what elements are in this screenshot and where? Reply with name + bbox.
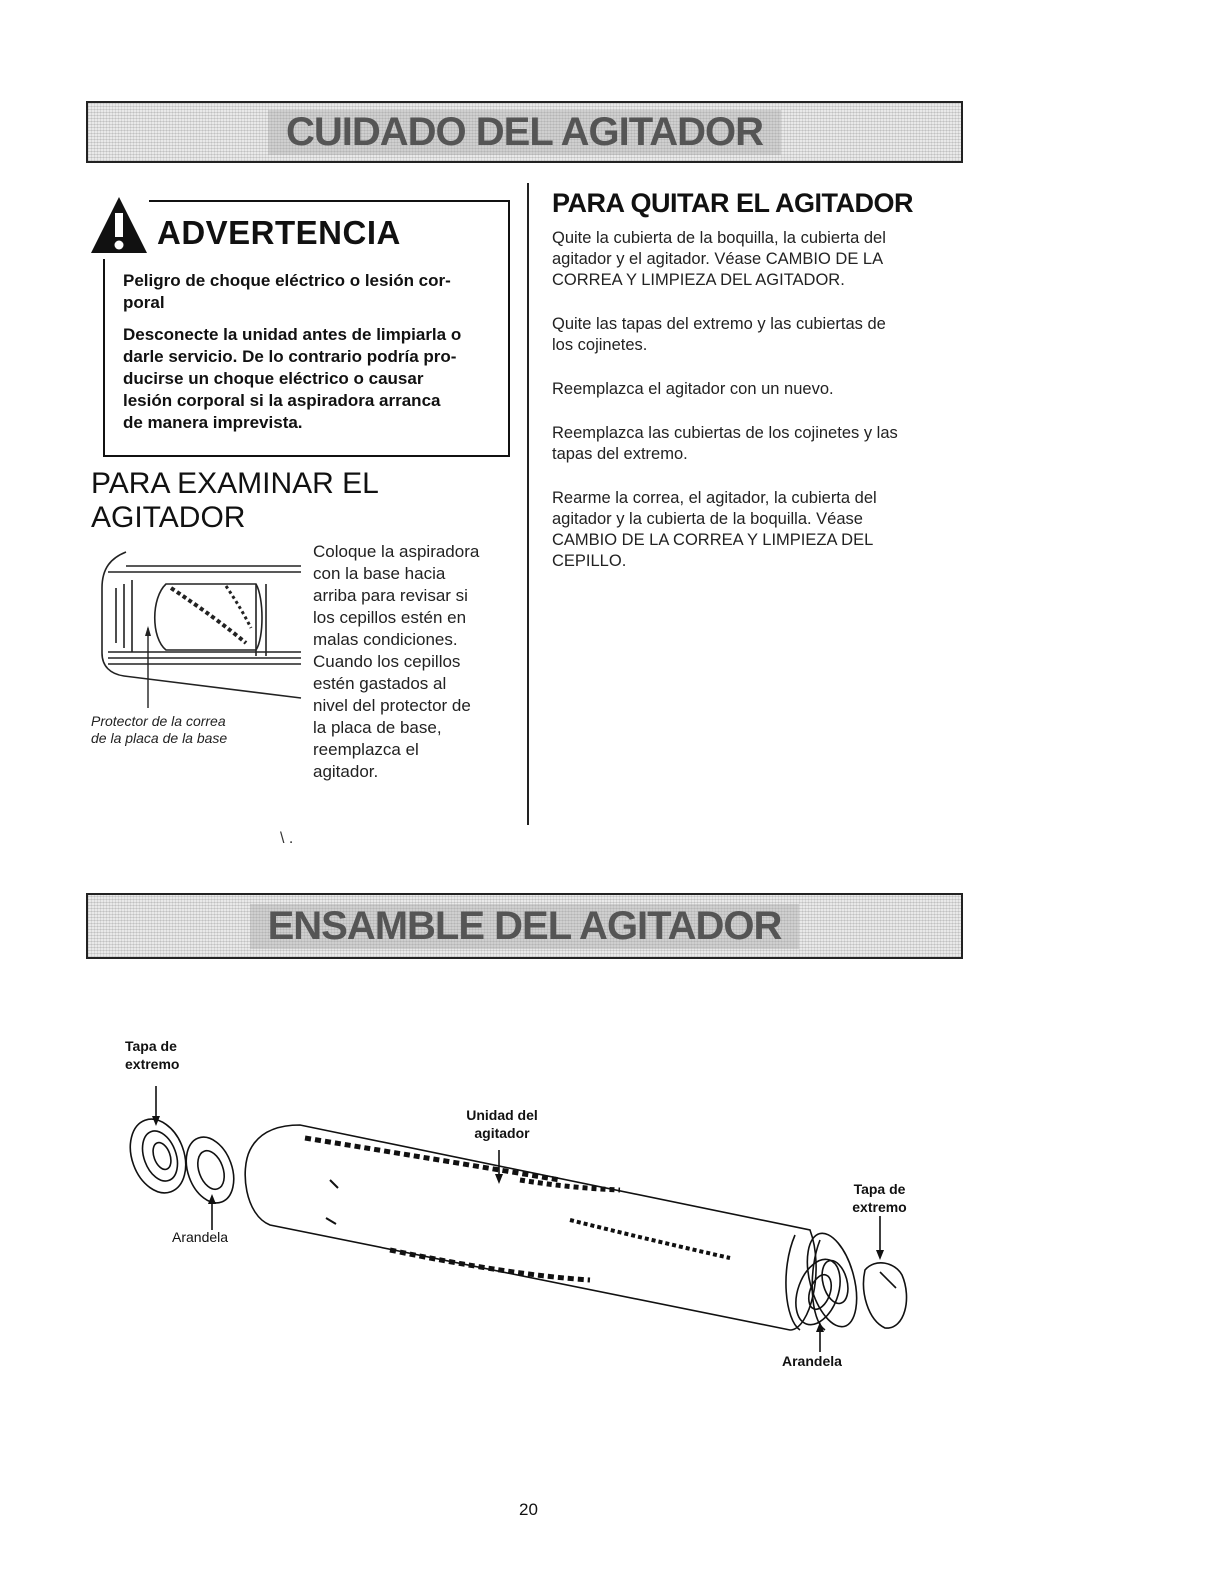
label-washer-left: Arandela xyxy=(172,1229,229,1245)
section-banner-care xyxy=(86,101,963,163)
banner-title: ENSAMBLE DEL AGITADOR xyxy=(250,904,800,949)
agitator-inspection-illustration xyxy=(96,548,306,708)
section-banner-assembly xyxy=(86,893,963,959)
label-washer-right: Arandela xyxy=(782,1353,842,1369)
agitator-assembly-illustration xyxy=(90,1030,960,1380)
remove-step: Quite la cubierta de la boquilla, la cubierta del agitador y el agitador. Véase CAMBIO DE LA CORREA Y LIMPIEZA DEL AGITADOR. xyxy=(552,229,886,289)
figure-caption-belt-guard: Protector de la correa de la placa de la base xyxy=(91,713,228,746)
banner-title: CUIDADO DEL AGITADOR xyxy=(268,110,781,155)
label-agitator-unit: Unidad del agitador xyxy=(466,1107,538,1141)
warning-instruction: Desconecte la unidad antes de limpiarla o darle servicio. De lo contrario podría pro- ducirse un choque eléctrico o causar lesión corporal si la aspiradora arranca de manera imprevista. xyxy=(123,325,462,432)
column-divider xyxy=(527,183,529,825)
remove-step: Rearme la correa, el agitador, la cubierta del agitador y la cubierta de la boquilla. Véase CAMBIO DE LA CORREA Y LIMPIEZA DEL CEPILLO. xyxy=(552,489,877,570)
page-number: 20 xyxy=(519,1500,538,1519)
remove-steps xyxy=(552,228,962,595)
remove-step: Reemplazca las cubiertas de los cojinetes y las tapas del extremo. xyxy=(552,424,898,463)
warning-body xyxy=(123,270,495,444)
warning-title: ADVERTENCIA xyxy=(157,214,401,251)
warning-triangle-icon xyxy=(89,193,149,259)
warning-box xyxy=(103,200,510,457)
label-end-cap-left: Tapa de extremo xyxy=(125,1038,180,1072)
stray-mark: \ . xyxy=(280,830,294,847)
examine-text: Coloque la aspiradora con la base hacia arriba para revisar si los cepillos estén en malas condiciones. Cuando los cepillos estén gastados al nivel del protector de la placa de base, reemplazca el agitador. xyxy=(313,542,480,781)
remove-heading: PARA QUITAR EL AGITADOR xyxy=(552,188,913,218)
remove-step: Quite las tapas del extremo y las cubiertas de los cojinetes. xyxy=(552,315,886,354)
warning-hazard: Peligro de choque eléctrico o lesión cor- poral xyxy=(123,271,451,312)
examine-heading: PARA EXAMINAR EL AGITADOR xyxy=(91,467,379,534)
remove-step: Reemplazca el agitador con un nuevo. xyxy=(552,380,834,398)
label-end-cap-right: Tapa de extremo xyxy=(852,1181,907,1215)
